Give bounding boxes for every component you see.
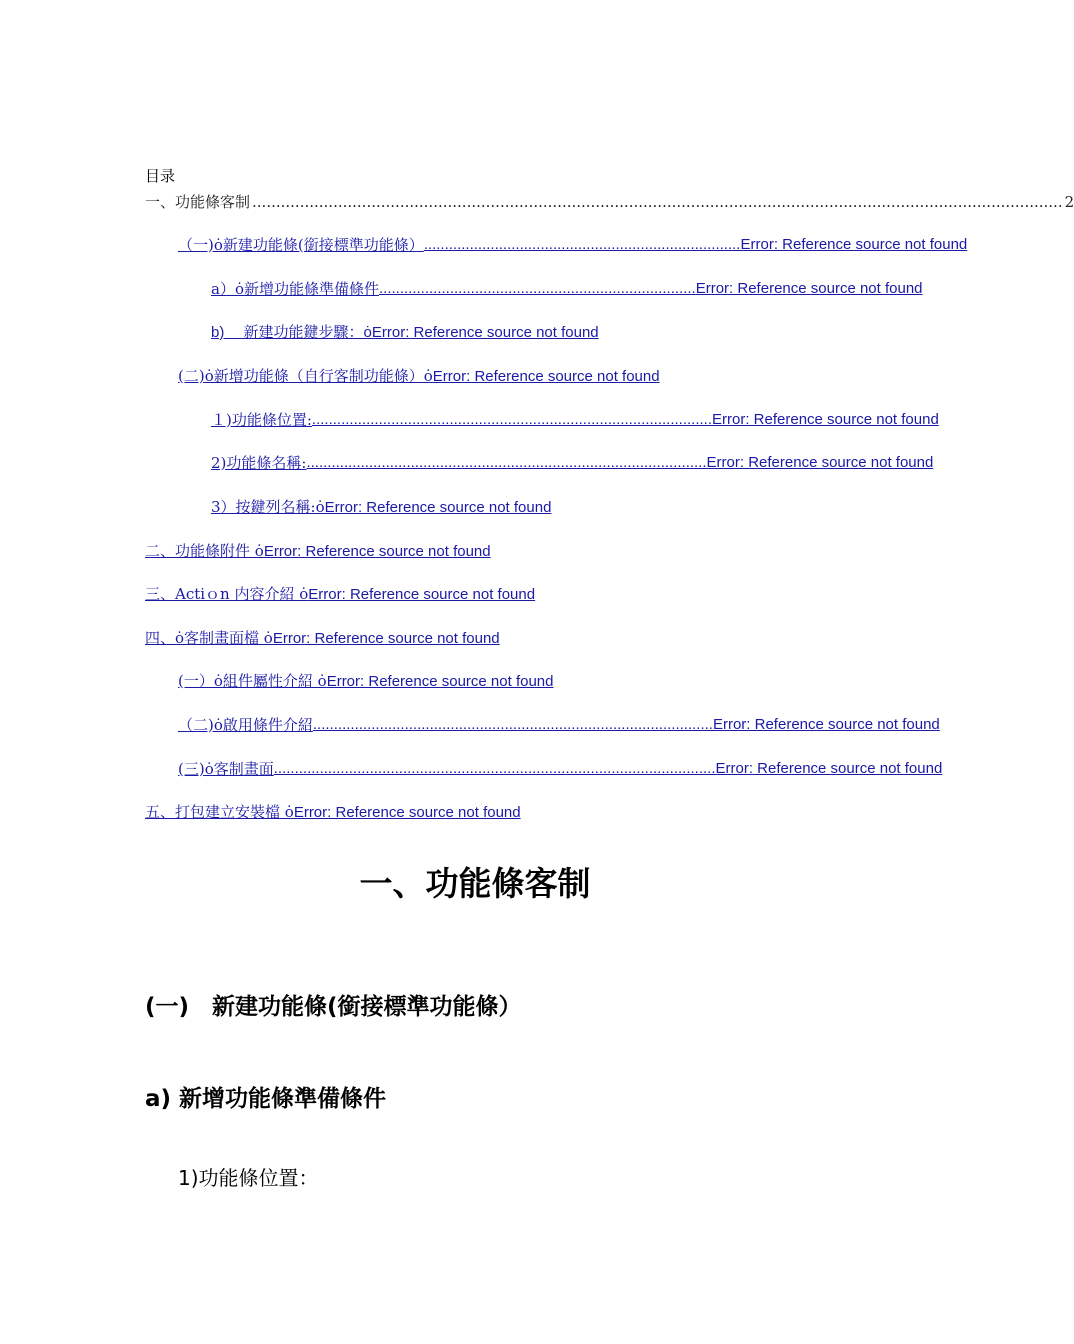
- toc-entry-text: 3）按鍵列名稱:ȯ: [211, 498, 325, 516]
- toc-leader-dots: ................................................................................................: [311, 411, 712, 428]
- toc-entry-text: 三、Actiｏn 内容介紹 ȯ: [145, 585, 309, 603]
- toc-error: Error: Reference source not found: [432, 368, 660, 385]
- toc-entry-text: １)功能條位置:: [211, 411, 312, 429]
- toc-entry-text: (二)ȯ新增功能條（自行客制功能條）ȯ: [178, 367, 433, 385]
- toc-link[interactable]: [211, 279, 923, 299]
- toc-error: Error: Reference source not found: [712, 716, 940, 733]
- toc-entry-4[interactable]: [211, 322, 599, 343]
- toc-title: 目录: [145, 167, 176, 185]
- toc-link[interactable]: [211, 323, 599, 341]
- toc-error: Error: Reference source not found: [263, 543, 491, 560]
- toc-page-number: 2: [1064, 193, 1074, 211]
- toc-entry-text: 四、ȯ客制畫面檔 ȯ: [145, 629, 273, 647]
- toc-leader-dots: ..........................................................................................................................................................................: [252, 193, 1063, 211]
- heading-3: a) 新增功能條準備條件: [145, 1086, 387, 1112]
- toc-leader-dots: ................................................................................................: [312, 716, 713, 733]
- heading-1: 一、功能條客制: [359, 864, 591, 903]
- toc-entry-text: 2)功能條名稱:: [211, 454, 307, 472]
- toc-entry-text: （二)ȯ啟用條件介紹: [178, 716, 313, 734]
- toc-entry-3[interactable]: [211, 279, 923, 299]
- toc-entry-14[interactable]: [178, 759, 943, 779]
- toc-leader-dots: ................................................................................................: [306, 454, 707, 471]
- toc-error: Error: Reference source not found: [308, 586, 536, 603]
- toc-link[interactable]: [145, 629, 500, 647]
- toc-entry-text: (三)ȯ客制畫面: [178, 760, 274, 778]
- toc-link[interactable]: [211, 410, 939, 430]
- toc-entry-2[interactable]: [178, 235, 968, 255]
- toc-entry-text: 一、功能條客制: [145, 193, 251, 211]
- toc-entry-9[interactable]: [145, 541, 491, 562]
- toc-link[interactable]: [145, 585, 535, 603]
- toc-leader-dots: ............................................................................: [423, 236, 741, 253]
- toc-error: Error: Reference source not found: [326, 673, 554, 690]
- toc-error: Error: Reference source not found: [272, 630, 500, 647]
- toc-entry-text: （一)ȯ新建功能條(銜接標準功能條）: [178, 236, 424, 254]
- toc-error: Error: Reference source not found: [715, 760, 943, 777]
- toc-link[interactable]: [178, 235, 968, 255]
- toc-error: Error: Reference source not found: [712, 411, 939, 428]
- toc-entry-text: (一）ȯ組件屬性介紹 ȯ: [178, 672, 327, 690]
- toc-entry-11[interactable]: [145, 628, 500, 649]
- toc-link[interactable]: [211, 453, 934, 473]
- toc-entry-text: b) 新建功能鍵步驟：ȯ: [211, 324, 372, 341]
- toc-entry-6[interactable]: [211, 410, 939, 430]
- toc-entry-text: a）ȯ新增功能條準備條件: [211, 280, 379, 298]
- toc-leader-dots: ..........................................................................................................: [273, 760, 716, 777]
- toc-error: Error: Reference source not found: [740, 236, 968, 253]
- toc-link[interactable]: [178, 759, 943, 779]
- toc-entry-text: 五、打包建立安裝檔 ȯ: [145, 803, 294, 821]
- toc-entry-10[interactable]: [145, 584, 535, 605]
- toc-error: Error: Reference source not found: [371, 324, 599, 341]
- toc-entry-7[interactable]: [211, 453, 934, 473]
- toc-leader-dots: ............................................................................: [378, 280, 696, 297]
- toc-link[interactable]: [178, 715, 940, 735]
- toc-link[interactable]: [178, 672, 553, 690]
- toc-entry-1[interactable]: [145, 192, 1074, 212]
- toc-entry-12[interactable]: [178, 671, 553, 692]
- toc-error: Error: Reference source not found: [324, 499, 552, 516]
- toc-error: Error: Reference source not found: [293, 804, 521, 821]
- toc-entry-8[interactable]: [211, 497, 551, 518]
- toc-entry-15[interactable]: [145, 802, 521, 823]
- toc-entry-13[interactable]: [178, 715, 940, 735]
- toc-link[interactable]: [211, 498, 551, 516]
- toc-error: Error: Reference source not found: [695, 280, 923, 297]
- body-paragraph: 1)功能條位置：: [178, 1166, 319, 1190]
- toc-entry-5[interactable]: [178, 366, 660, 387]
- heading-2: (一) 新建功能條(銜接標準功能條）: [145, 994, 522, 1020]
- toc-link[interactable]: [145, 803, 521, 821]
- toc-link[interactable]: [145, 542, 491, 560]
- toc-link[interactable]: [178, 367, 660, 385]
- toc-entry-text: 二、功能條附件 ȯ: [145, 542, 264, 560]
- toc-error: Error: Reference source not found: [706, 454, 934, 471]
